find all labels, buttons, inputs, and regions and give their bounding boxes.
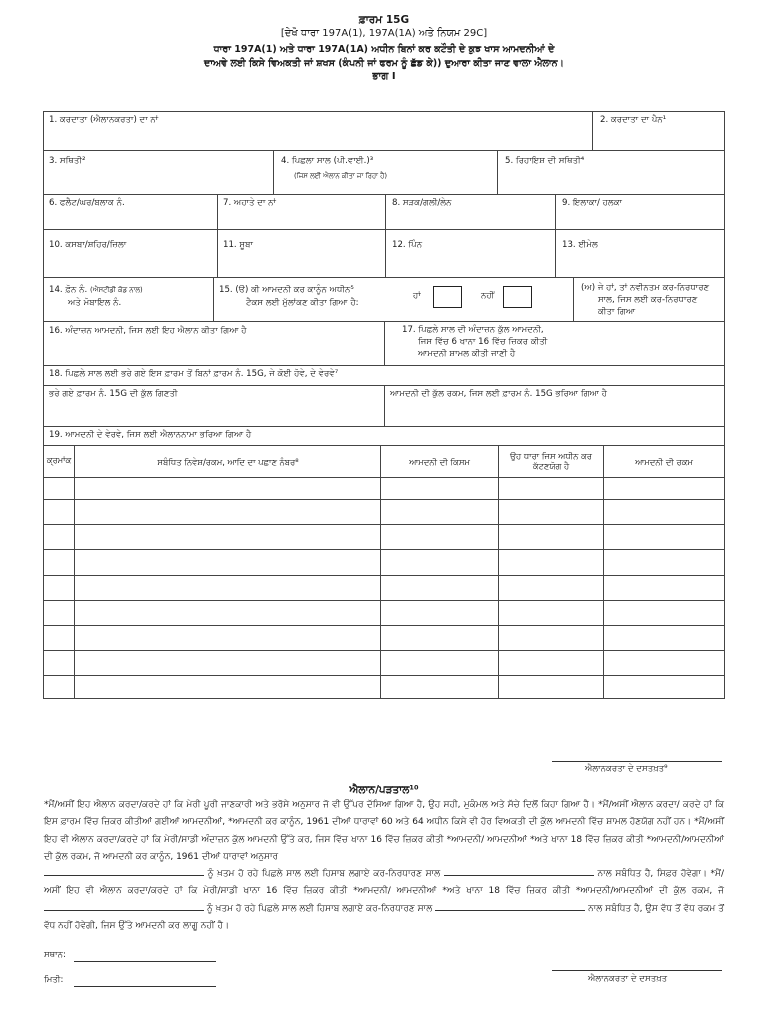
cell-divider bbox=[573, 277, 574, 321]
part-label: ਭਾਗ I bbox=[372, 71, 396, 82]
field-15b-line-3: ਕੀਤਾ ਗਿਆ bbox=[598, 307, 636, 317]
table-header-amount: ਆਮਦਨੀ ਦੀ ਰਕਮ bbox=[635, 457, 693, 467]
field-9-label: 9. ਇਲਾਕਾ/ ਹਲਕਾ bbox=[562, 198, 623, 208]
declaration-text-2d: ਨਾਲ ਸਬੰਧਿਤ ਹੈ, ਉਸ ਵੱਧ ਤੋਂ ਵੱਧ ਰਕਮ ਤੋਂ ਵੱਧ ਨਹੀਂ ਹੋਵੇਗੀ, ਜਿਸ ਉੱਤੇ ਆਮਦਨੀ ਕਰ ਲਾਗੂ ਨਹੀਂ ਹੈ। bbox=[44, 903, 724, 932]
form-title: ਫ਼ਾਰਮ 15G bbox=[358, 14, 410, 26]
row-divider bbox=[43, 277, 725, 278]
field-18b-label: ਆਮਦਨੀ ਦੀ ਕੁੱਲ ਰਕਮ, ਜਿਸ ਲਈ ਫ਼ਾਰਮ ਨੰ. 15G ਭਰਿਆ ਗਿਆ ਹੈ bbox=[390, 389, 607, 399]
cell-divider bbox=[497, 150, 498, 194]
date-blank-2[interactable] bbox=[44, 909, 204, 911]
declaration-paragraph-2 bbox=[44, 866, 724, 935]
declarant-signature-label: ਐਲਾਨਕਰਤਾ ਦੇ ਦਸਤਖ਼ਤ⁹ bbox=[585, 764, 668, 774]
table-col-divider bbox=[74, 445, 75, 699]
field-17-line-2: ਜਿਸ ਵਿੱਚ 6 ਖਾਨਾ 16 ਵਿੱਚ ਜ਼ਿਕਰ ਕੀਤੀ bbox=[418, 337, 548, 347]
field-1-label: 1. ਕਰਦਾਤਾ (ਐਲਾਨਕਰਤਾ) ਦਾ ਨਾਂ bbox=[49, 115, 159, 125]
field-19-label: 19. ਆਮਦਨੀ ਦੇ ਵੇਰਵੇ, ਜਿਸ ਲਈ ਐਲਾਨਨਾਮਾ ਭਰਿਆ ਗਿਆ ਹੈ bbox=[49, 430, 252, 440]
table-row bbox=[43, 675, 725, 676]
rule-reference: [ਦੇਖੋ ਧਾਰਾ 197A(1), 197A(1A) ਅਤੇ ਨਿਯਮ 29C] bbox=[280, 28, 488, 39]
row-divider bbox=[43, 150, 725, 151]
place-input-line[interactable] bbox=[74, 961, 216, 962]
table-header-identification: ਸਬੰਧਿਤ ਨਿਵੇਸ਼/ਰਕਮ, ਆਦਿ ਦਾ ਪਛਾਣ ਨੰਬਰ⁸ bbox=[157, 457, 299, 467]
field-14-label bbox=[49, 285, 143, 296]
field-18-label: 18. ਪਿਛਲੇ ਸਾਲ ਲਈ ਭਰੇ ਗਏ ਇਸ ਫ਼ਾਰਮ ਤੋਂ ਬਿਨਾਂ ਫ਼ਾਰਮ ਨੰ. 15G, ਜੇ ਕੋਈ ਹੋਵੇ, ਦੇ ਵੇਰਵੇ⁷ bbox=[49, 369, 339, 379]
date-blank-1[interactable] bbox=[44, 874, 204, 876]
cell-divider bbox=[213, 277, 214, 321]
declaration-text-2c: ਨੂੰ ਖ਼ਤਮ ਹੋ ਰਹੇ ਪਿਛਲੇ ਸਾਲ ਲਈ ਹਿਸਾਬ ਲਗਾਏ ਕਰ-ਨਿਰਧਾਰਣ ਸਾਲ bbox=[206, 903, 433, 914]
declaration-text-2b: ਨਾਲ ਸਬੰਧਿਤ ਹੈ, ਸਿਫ਼ਰ ਹੋਵੇਗਾ। *ਮੈਂ/ਅਸੀਂ ਇਹ ਵੀ ਐਲਾਨ ਕਰਦਾ/ਕਰਦੇ ਹਾਂ ਕਿ ਮੇਰੀ/ਸਾਡੀ ਖਾਨਾ 16 ਵਿੱਚ ਜ਼ਿਕਰ ਕੀਤੀ *ਆਮਦਨੀ/ ਆਮਦਨੀਆਂ *ਅਤੇ ਖਾਨਾ 18 ਵਿੱਚ ਜ਼ਿਕਰ ਕੀਤੀ *ਆਮਦਨੀ/ਆਮਦਨੀਆਂ ਦੀ ਕੁੱਲ ਰਕਮ, ਜੋ bbox=[44, 869, 724, 897]
cell-divider bbox=[384, 385, 385, 426]
field-4-sublabel: (ਜਿਸ ਲਈ ਐਲਾਨ ਕੀਤਾ ਜਾ ਰਿਹਾ ਹੈ) bbox=[294, 172, 387, 180]
table-row bbox=[43, 575, 725, 576]
date-input-line[interactable] bbox=[74, 986, 216, 987]
row-divider bbox=[43, 194, 725, 195]
field-4-label: 4. ਪਿਛਲਾ ਸਾਲ (ਪੀ.ਵਾਈ.)³ bbox=[281, 156, 374, 166]
date-label: ਮਿਤੀ: bbox=[44, 975, 64, 985]
table-row bbox=[43, 600, 725, 601]
assessment-year-blank-2[interactable] bbox=[435, 909, 585, 911]
table-header-income-type: ਆਮਦਨੀ ਦੀ ਕਿਸਮ bbox=[409, 457, 470, 467]
field-11-label: 11. ਸੂਬਾ bbox=[223, 240, 253, 250]
table-col-divider bbox=[380, 445, 381, 699]
cell-divider bbox=[592, 111, 593, 150]
row-divider bbox=[43, 477, 725, 478]
field-15b-line-2: ਸਾਲ, ਜਿਸ ਲਈ ਕਰ-ਨਿਰਧਾਰਣ bbox=[598, 295, 698, 305]
row-divider bbox=[43, 365, 725, 366]
description-line-1: ਧਾਰਾ 197A(1) ਅਤੇ ਧਾਰਾ 197A(1A) ਅਧੀਨ ਬਿਨਾਂ ਕਰ ਕਟੌਤੀ ਦੇ ਕੁਝ ਖਾਸ ਆਮਦਨੀਆਂ ਦੇ bbox=[213, 44, 555, 55]
table-col-divider bbox=[603, 445, 604, 699]
table-header-section: ਉਹ ਧਾਰਾ ਜਿਸ ਅਧੀਨ ਕਰ ਕੱਟਣਯੋਗ ਹੈ bbox=[510, 451, 592, 471]
yes-label: ਹਾਂ bbox=[413, 291, 421, 301]
table-row bbox=[43, 524, 725, 525]
cell-divider bbox=[273, 150, 274, 194]
yes-checkbox[interactable] bbox=[433, 286, 462, 308]
cell-divider bbox=[217, 194, 218, 277]
field-18a-label: ਭਰੇ ਗਏ ਫ਼ਾਰਮ ਨੰ. 15G ਦੀ ਕੁੱਲ ਗਿਣਤੀ bbox=[49, 389, 178, 399]
table-row bbox=[43, 650, 725, 651]
field-14-label-a: 14. ਫ਼ੋਨ ਨੰ. bbox=[49, 285, 90, 295]
description-line-2: ਦਾਅਵੇ ਲਈ ਕਿਸੇ ਵਿਅਕਤੀ ਜਾਂ ਸ਼ਖਸ (ਕੰਪਨੀ ਜਾਂ ਫਰਮ ਨੂੰ ਛੱਡ ਕੇ)) ਦੁਆਰਾ ਕੀਤਾ ਜਾਣ ਵਾਲਾ ਐਲਾਨ। bbox=[204, 58, 564, 69]
table-row bbox=[43, 549, 725, 550]
declaration-text bbox=[44, 797, 724, 935]
no-label: ਨਹੀਂ bbox=[481, 291, 495, 301]
place-label: ਸਥਾਨ: bbox=[44, 950, 66, 960]
assessment-year-blank-1[interactable] bbox=[444, 874, 594, 876]
field-12-label: 12. ਪਿੰਨ bbox=[392, 240, 423, 250]
field-14-label-b: ਅਤੇ ਮੋਬਾਇਲ ਨੰ. bbox=[68, 298, 122, 308]
field-16-label: 16. ਅੰਦਾਜ਼ਨ ਆਮਦਨੀ, ਜਿਸ ਲਈ ਇਹ ਐਲਾਨ ਕੀਤਾ ਗਿਆ ਹੈ bbox=[49, 326, 247, 336]
row-divider bbox=[43, 445, 725, 446]
no-checkbox[interactable] bbox=[503, 286, 532, 308]
field-17-line-3: ਆਮਦਨੀ ਸ਼ਾਮਲ ਕੀਤੀ ਜਾਣੀ ਹੈ bbox=[418, 349, 516, 359]
field-5-label: 5. ਰਿਹਾਇਸ਼ ਦੀ ਸਥਿਤੀ⁴ bbox=[505, 156, 585, 166]
declarant-signature-label-2: ਐਲਾਨਕਰਤਾ ਦੇ ਦਸਤਖ਼ਤ bbox=[588, 974, 668, 984]
cell-divider bbox=[385, 194, 386, 277]
row-divider bbox=[43, 426, 725, 427]
field-15b-line-1: (ਅ) ਜੇ ਹਾਂ, ਤਾਂ ਨਵੀਨਤਮ ਕਰ-ਨਿਰਧਾਰਣ bbox=[581, 283, 710, 293]
declaration-title: ਐਲਾਨ/ਪੜਤਾਲ¹⁰ bbox=[349, 784, 419, 796]
cell-divider bbox=[555, 194, 556, 277]
signature-line-bottom bbox=[552, 970, 722, 971]
cell-divider bbox=[384, 321, 385, 365]
field-8-label: 8. ਸੜਕ/ਗਲੀ/ਲੇਨ bbox=[392, 198, 452, 208]
field-7-label: 7. ਅਹਾਤੇ ਦਾ ਨਾਂ bbox=[223, 198, 276, 208]
field-15a-label: 15. (ੳ) ਕੀ ਆਮਦਨੀ ਕਰ ਕਾਨੂੰਨ ਅਧੀਨ⁵ bbox=[219, 285, 354, 295]
field-13-label: 13. ਈਮੇਲ bbox=[562, 240, 598, 250]
form-description bbox=[0, 43, 768, 71]
field-3-label: 3. ਸਥਿਤੀ² bbox=[49, 156, 86, 166]
table-row bbox=[43, 499, 725, 500]
field-10-label: 10. ਕਸਬਾ/ਸ਼ਹਿਰ/ਜ਼ਿਲਾ bbox=[49, 240, 127, 250]
field-17-line-1: 17. ਪਿਛਲੇ ਸਾਲ ਦੀ ਅੰਦਾਜ਼ਨ ਕੁੱਲ ਆਮਦਨੀ, bbox=[402, 325, 544, 335]
signature-line-top bbox=[552, 761, 722, 762]
table-col-divider bbox=[498, 445, 499, 699]
declaration-text-2a: ਨੂੰ ਖ਼ਤਮ ਹੋ ਰਹੇ ਪਿਛਲੇ ਸਾਲ ਲਈ ਹਿਸਾਬ ਲਗਾਏ ਕਰ-ਨਿਰਧਾਰਣ ਸਾਲ bbox=[207, 869, 441, 880]
declaration-paragraph-1: *ਮੈਂ/ਅਸੀਂ ਇਹ ਐਲਾਨ ਕਰਦਾ/ਕਰਦੇ ਹਾਂ ਕਿ ਮੇਰੀ ਪੂਰੀ ਜਾਣਕਾਰੀ ਅਤੇ ਭਰੋਸੇ ਅਨੁਸਾਰ ਜੋ ਵੀ ਉੱਪਰ ਦੱਸਿਆ ਗਿਆ ਹੈ, ਉਹ ਸਹੀ, ਮੁਕੰਮਲ ਅਤੇ ਸੱਚੇ ਦਿਲੋਂ ਕਿਹਾ ਗਿਆ ਹੈ। *ਮੈਂ/ਅਸੀਂ ਐਲਾਨ ਕਰਦਾ/ ਕਰਦੇ ਹਾਂ ਕਿ ਇਸ ਫ਼ਾਰਮ ਵਿੱਚ ਜ਼ਿਕਰ ਕੀਤੀਆਂ ਗਈਆਂ ਆਮਦਨੀਆਂ, *ਆਮਦਨੀ ਕਰ ਕਾਨੂੰਨ, 1961 ਦੀਆਂ ਧਾਰਾਵਾਂ 60 ਅਤੇ 64 ਅਧੀਨ ਕਿਸੇ ਵੀ ਹੋਰ ਵਿਅਕਤੀ ਦੀ ਕੁੱਲ ਆਮਦਨੀ ਵਿੱਚ ਸ਼ਾਮਲ ਹੋਣਯੋਗ ਨਹੀਂ ਹਨ। *ਮੈਂ/ਅਸੀਂ ਇਹ ਵੀ ਐਲਾਨ ਕਰਦਾ/ਕਰਦੇ ਹਾਂ ਕਿ ਮੇਰੀ/ਸਾਡੀ ਅੰਦਾਜ਼ਨ ਕੁੱਲ ਆਮਦਨੀ ਉੱਤੇ ਕਰ, ਜਿਸ ਵਿੱਚ ਖਾਨਾ 16 ਵਿੱਚ ਜ਼ਿਕਰ ਕੀਤੀ *ਆਮਦਨੀ/ ਆਮਦਨੀਆਂ *ਅਤੇ ਖਾਨਾ 18 ਵਿੱਚ ਜ਼ਿਕਰ ਕੀਤੀ *ਆਮਦਨੀ/ਆਮਦਨੀਆਂ ਦੀ ਕੁੱਲ ਰਕਮ, ਜੋ ਆਮਦਨੀ ਕਰ ਕਾਨੂੰਨ, 1961 ਦੀਆਂ ਧਾਰਾਵਾਂ ਅਨੁਸਾਰ bbox=[44, 800, 724, 862]
table-row bbox=[43, 625, 725, 626]
field-15a-label-b: ਟੈਕਸ ਲਈ ਮੁੱਲਾਂਕਣ ਕੀਤਾ ਗਿਆ ਹੈ: bbox=[246, 298, 359, 308]
table-header-serial: ਕ੍ਰਮਾਂਕ bbox=[46, 455, 72, 465]
field-6-label: 6. ਫਲੈਟ/ਘਰ/ਬਲਾਕ ਨੰ. bbox=[49, 198, 125, 208]
field-2-label: 2. ਕਰਦਾਤਾ ਦਾ ਪੈਨ¹ bbox=[600, 115, 667, 125]
field-14-sublabel: (ਐਸਟੀਡੀ ਕੋਡ ਨਾਲ) bbox=[89, 286, 143, 294]
row-divider bbox=[43, 229, 725, 230]
